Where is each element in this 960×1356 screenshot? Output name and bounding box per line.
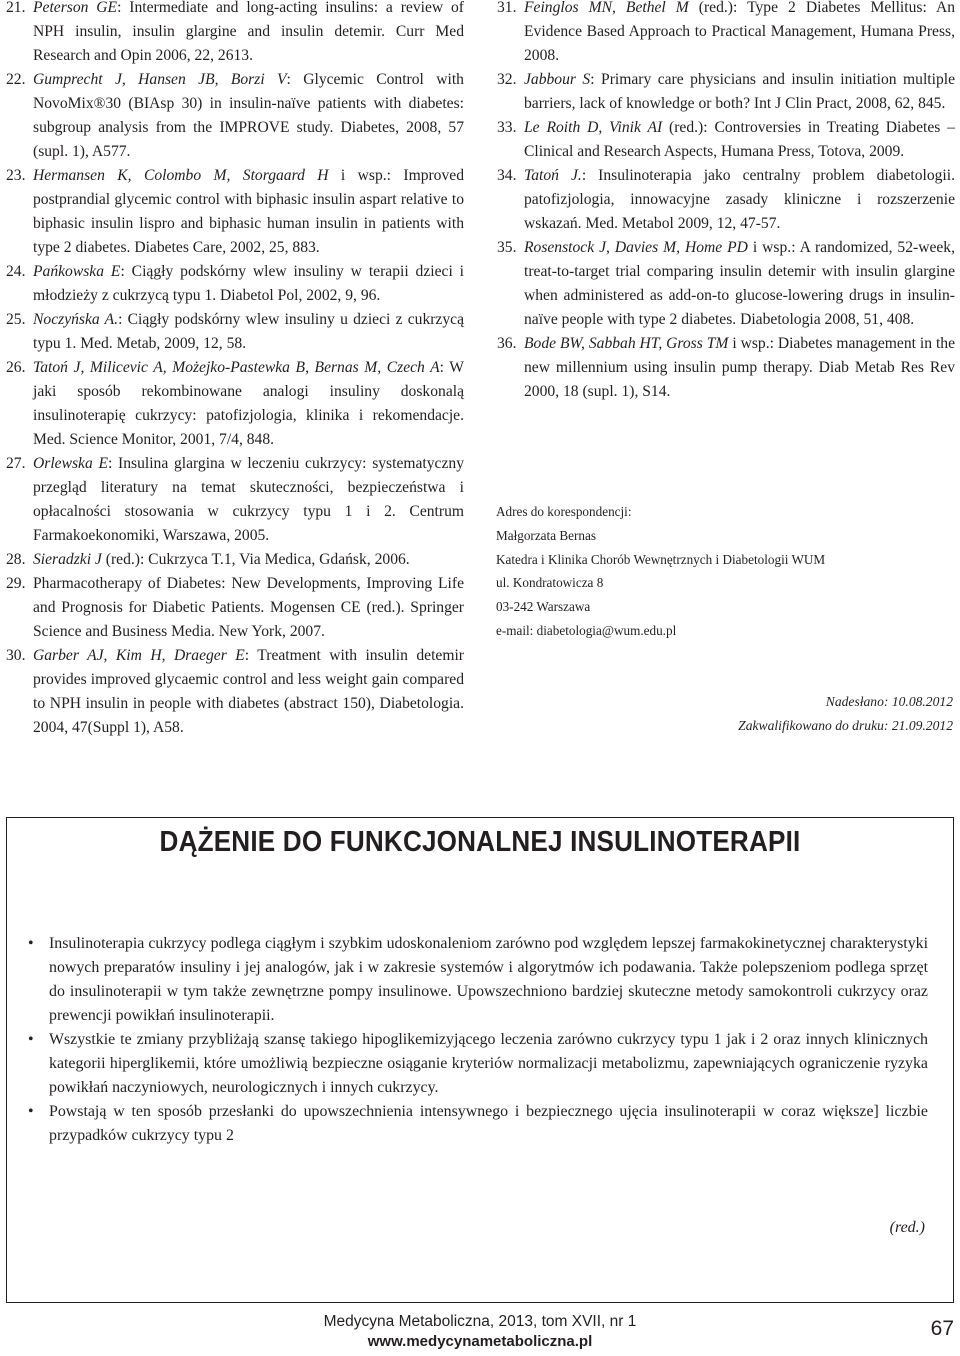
reference-text: : Treatment with insulin detemir provides improved glycaemic control and less weight gain compared to NPH insulin in people with diabetes (abstract 150), Diabetologia. 2004, 47(Suppl 1), A58. bbox=[33, 647, 464, 736]
reference-text: Pharmacotherapy of Diabetes: New Developments, Improving Life and Prognosis for Diabetic Patients. Mogensen CE (red.). Springer Science and Business Media. New York, 2007. bbox=[33, 575, 464, 640]
reference-number: 30. bbox=[6, 647, 26, 664]
reference-authors: Jabbour S bbox=[524, 71, 591, 88]
reference-authors: Orlewska E bbox=[33, 455, 108, 472]
reference-authors: Sieradzki J bbox=[33, 551, 102, 568]
reference-text: : W jaki sposób rekombinowane analogi insuliny doskonalą insulinoterapię cukrzycy: patofizjologia, klinika i rekomendacje. Med. Science Monitor, 2001, 7/4, 848. bbox=[33, 359, 465, 448]
reference-body bbox=[524, 164, 955, 236]
reference-body bbox=[33, 68, 464, 164]
reference-text: (red.): Cukrzyca T.1, Via Medica, Gdańsk, 2006. bbox=[101, 551, 410, 568]
reference-number: 36. bbox=[497, 335, 517, 352]
reference-item bbox=[6, 356, 464, 452]
reference-number: 23. bbox=[6, 167, 26, 184]
editor-signature: (red.) bbox=[889, 1219, 925, 1236]
reference-number: 33. bbox=[497, 119, 517, 136]
reference-text: (red.): Controversies in Treating Diabetes – Clinical and Research Aspects, Humana Press, Totova, 2009. bbox=[524, 119, 955, 160]
reference-item bbox=[6, 308, 464, 356]
summary-bullet: • Insulinoterapia cukrzycy podlega ciągłym i szybkim udoskonaleniom zarówno pod względem lepszej farmakokinetycznej charakterystyki nowych preparatów insuliny i jej analogów, jak i w zakresie systemów i algorytmów ich podawania. Także polepszeniom podlega sprzęt do insulinoterapii w tym także zewnętrzne pompy insulinowe. Upowszechniono bardziej skuteczne metody samokontroli cukrzycy oraz prewencji powikłań insulinoterapii. bbox=[28, 932, 928, 1028]
reference-authors: Peterson GE bbox=[33, 0, 118, 16]
reference-item bbox=[6, 548, 464, 572]
reference-item bbox=[497, 0, 955, 68]
reference-body bbox=[524, 236, 955, 332]
reference-item bbox=[497, 332, 955, 404]
reference-item bbox=[497, 68, 955, 116]
reference-body bbox=[33, 356, 464, 452]
accepted-date: Zakwalifikowano do druku: 21.09.2012 bbox=[738, 718, 953, 733]
reference-body bbox=[33, 260, 464, 308]
reference-body bbox=[524, 0, 955, 68]
reference-number: 34. bbox=[497, 167, 517, 184]
reference-text: i wsp.: Diabetes management in the new millennium using insulin pump therapy. Diab Metab Res Rev 2000, 18 (supl. 1), S14. bbox=[524, 335, 955, 400]
reference-body bbox=[524, 116, 955, 164]
correspondence-email: e-mail: diabetologia@wum.edu.pl bbox=[496, 622, 677, 638]
reference-body bbox=[33, 452, 464, 548]
reference-number: 29. bbox=[6, 575, 26, 592]
footer-journal: Medycyna Metaboliczna, 2013, tom XVII, nr 1 bbox=[323, 1313, 637, 1330]
reference-number: 21. bbox=[6, 0, 26, 16]
reference-text: i wsp.: Improved postprandial glycemic control with biphasic insulin aspart relative to biphasic insulin lispro and biphasic human insulin in patients with type 2 diabetes. Diabetes Care, 2002, 25, 883. bbox=[33, 167, 464, 256]
reference-text: : Primary care physicians and insulin initiation multiple barriers, lack of knowledge or both? Int J Clin Pract, 2008, 62, 845. bbox=[524, 71, 956, 112]
reference-text: : Ciągły podskórny wlew insuliny w terapii dzieci i młodzieży z cukrzycą typu 1. Diabetol Pol, 2002, 9, 96. bbox=[33, 263, 465, 304]
summary-bullet: • Wszystkie te zmiany przybliżają szansę takiego hipoglikemizyjącego leczenia zarówno cukrzycy typu 1 jak i 2 oraz innych klinicznych kategorii hiperglikemii, które umożliwią bezpieczne osiąganie kryteriów normalizacji metabolizmu, zapewniających ograniczenie ryzyka powikłań naczyniowych, neurologicznych i innych cukrzycy. bbox=[28, 1028, 928, 1100]
reference-number: 27. bbox=[6, 455, 26, 472]
correspondence-city: 03-242 Warszawa bbox=[496, 599, 591, 615]
reference-text: : Insulinoterapia jako centralny problem diabetologii. patofizjologia, innowacyjne zasady kliniczne i rozszerzenie wskazań. Med. Metabol 2009, 12, 47-57. bbox=[524, 167, 955, 232]
reference-text: : Intermediate and long-acting insulins: a review of NPH insulin, insulin glargine and insulin detemir. Curr Med Research and Opin 2006, 22, 2613. bbox=[33, 0, 465, 64]
reference-body bbox=[33, 644, 464, 740]
reference-body bbox=[524, 332, 955, 404]
summary-bullets bbox=[28, 932, 928, 1148]
reference-item bbox=[6, 452, 464, 548]
reference-text: i wsp.: A randomized, 52-week, treat-to-target trial comparing insulin detemir with insulin glargine when administered as add-on-to glucose-lowering drugs in insulin-naïve people with type 2 diabetes. Diabetologia 2008, 51, 408. bbox=[524, 239, 955, 328]
footer-url[interactable]: www.medycynametaboliczna.pl bbox=[367, 1333, 593, 1350]
reference-number: 32. bbox=[497, 71, 517, 88]
reference-authors: Rosenstock J, Davies M, Home PD bbox=[524, 239, 748, 256]
reference-number: 28. bbox=[6, 551, 26, 568]
correspondence-heading: Adres do korespondencji: bbox=[496, 504, 632, 519]
reference-authors: Garber AJ, Kim H, Draeger E bbox=[33, 647, 245, 664]
reference-item bbox=[497, 164, 955, 236]
summary-box-title: DĄŻENIE DO FUNKCJONALNEJ INSULINOTERAPII bbox=[159, 826, 801, 858]
reference-item bbox=[6, 68, 464, 164]
reference-text: : Insulina glargina w leczeniu cukrzycy: systematyczny przegląd literatury na temat skuteczności, bezpieczeństwa i opłacalności stosowania w cukrzycy typu 1 i 2. Centrum Farmakoekonomiki, Warszawa, 2005. bbox=[33, 455, 464, 544]
bullet-icon: • bbox=[28, 1103, 34, 1120]
references-left-column bbox=[6, 0, 464, 740]
reference-item bbox=[6, 164, 464, 260]
reference-number: 22. bbox=[6, 71, 26, 88]
reference-body bbox=[33, 548, 464, 572]
correspondence-street: ul. Kondratowicza 8 bbox=[496, 575, 604, 591]
reference-body bbox=[33, 164, 464, 260]
reference-authors: Pańkowska E bbox=[33, 263, 121, 280]
reference-item bbox=[497, 236, 955, 332]
reference-authors: Hermansen K, Colombo M, Storgaard H bbox=[33, 167, 329, 184]
reference-number: 35. bbox=[497, 239, 517, 256]
reference-authors: Noczyńska A. bbox=[33, 311, 119, 328]
reference-authors: Feinglos MN, Bethel M bbox=[524, 0, 689, 16]
reference-body bbox=[33, 572, 464, 644]
summary-bullet: • Powstają w ten sposób przesłanki do upowszechnienia intensywnego i bezpiecznego ujęcia insulinoterapii w coraz większe] liczbie przypadków cukrzycy typu 2 bbox=[28, 1100, 928, 1148]
page-number: 67 bbox=[930, 1317, 954, 1340]
reference-body bbox=[33, 308, 464, 356]
correspondence-institution: Katedra i Klinika Chorób Wewnętrznych i Diabetologii WUM bbox=[496, 551, 826, 567]
reference-item bbox=[6, 260, 464, 308]
reference-number: 25. bbox=[6, 311, 26, 328]
reference-number: 31. bbox=[497, 0, 517, 16]
reference-number: 26. bbox=[6, 359, 26, 376]
reference-authors: Tatoń J, Milicevic A, Możejko-Pastewka B, Bernas M, Czech A bbox=[33, 359, 440, 376]
bullet-icon: • bbox=[28, 935, 34, 952]
reference-item bbox=[6, 572, 464, 644]
reference-text: : Glycemic Control with NovoMix®30 (BIAsp 30) in insulin-naïve patients with diabetes: subgroup analysis from the IMPROVE study. Diabetes, 2008, 57 (supl. 1), A577. bbox=[33, 71, 464, 160]
correspondence-name: Małgorzata Bernas bbox=[496, 527, 596, 543]
reference-body bbox=[524, 68, 955, 116]
reference-authors: Tatoń J. bbox=[524, 167, 582, 184]
received-date: Nadesłano: 10.08.2012 bbox=[825, 694, 953, 709]
reference-body bbox=[33, 0, 464, 68]
bullet-icon: • bbox=[28, 1031, 34, 1048]
reference-number: 24. bbox=[6, 263, 26, 280]
reference-text: : Ciągły podskórny wlew insuliny u dzieci z cukrzycą typu 1. Med. Metab, 2009, 12, 58. bbox=[33, 311, 464, 352]
reference-text: (red.): Type 2 Diabetes Mellitus: An Evidence Based Approach to Practical Management, Humana Press, 2008. bbox=[524, 0, 955, 64]
reference-item bbox=[6, 0, 464, 68]
correspondence-address bbox=[496, 500, 936, 643]
reference-item bbox=[497, 116, 955, 164]
reference-authors: Gumprecht J, Hansen JB, Borzi V bbox=[33, 71, 287, 88]
reference-item bbox=[6, 644, 464, 740]
references-right-column bbox=[497, 0, 955, 404]
submission-dates bbox=[738, 690, 953, 738]
reference-authors: Le Roith D, Vinik AI bbox=[524, 119, 663, 136]
reference-authors: Bode BW, Sabbah HT, Gross TM bbox=[524, 335, 729, 352]
